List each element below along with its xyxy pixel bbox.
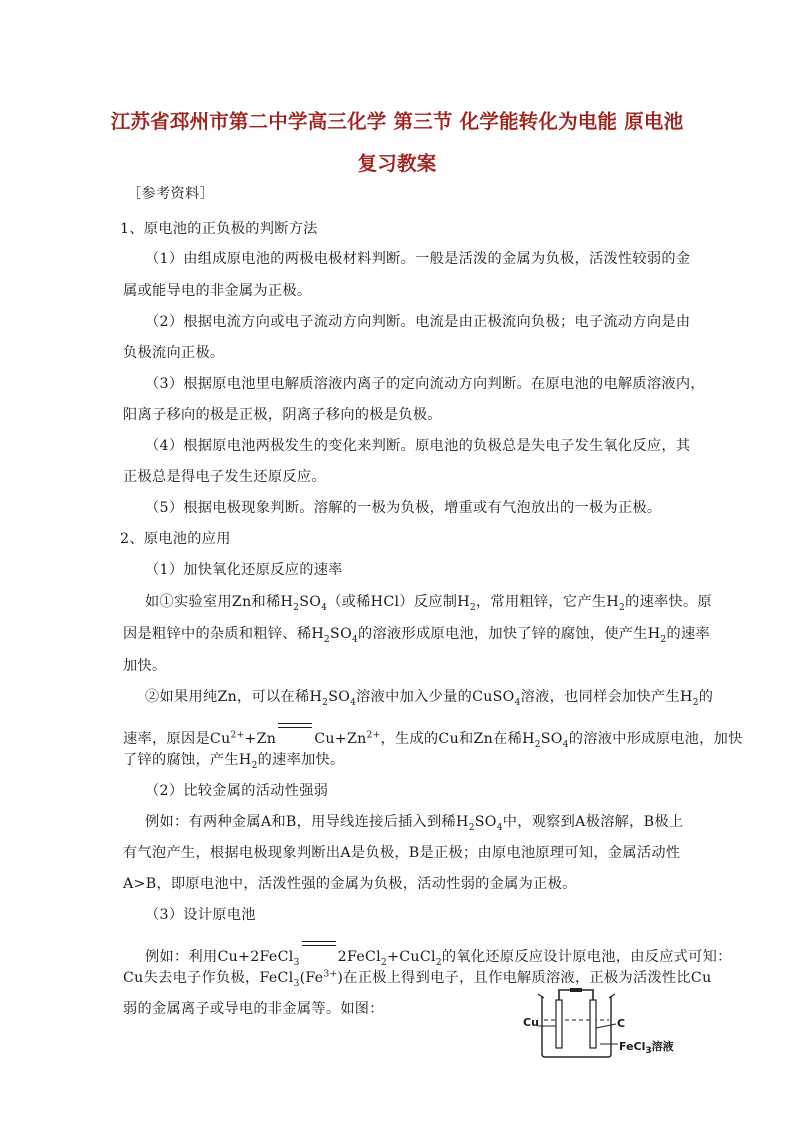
copper-electrode bbox=[556, 1000, 562, 1048]
text-run: SO bbox=[540, 731, 563, 747]
example4-line1 bbox=[145, 937, 732, 967]
subscript: 3 bbox=[293, 978, 300, 989]
text-run: 速率，原因是Cu bbox=[123, 731, 231, 747]
figure-label-cu: Cu bbox=[523, 1016, 539, 1029]
galvanic-cell-figure bbox=[520, 988, 674, 1060]
text-run: 例如：有两种金属A和B，用导线连接后插入到稀H bbox=[145, 814, 469, 830]
subscript: 3 bbox=[645, 1046, 652, 1057]
subscript: 4 bbox=[562, 739, 569, 750]
subscript: 4 bbox=[350, 697, 357, 708]
example1-line2 bbox=[123, 624, 710, 644]
application1-title: （1）加快氧化还原反应的速率 bbox=[145, 562, 343, 578]
subscript: 4 bbox=[352, 634, 359, 645]
section2-title: 2、原电池的应用 bbox=[120, 531, 231, 547]
text-run: 的氧化还原反应设计原电池，由反应式可知： bbox=[441, 949, 732, 965]
subscript: 2 bbox=[660, 634, 667, 645]
subscript: 2 bbox=[293, 602, 300, 613]
equals-sign bbox=[278, 719, 312, 733]
c-pointer bbox=[596, 1024, 616, 1028]
text-run: 溶液 bbox=[651, 1040, 674, 1053]
example1-line3: 加快。 bbox=[123, 658, 167, 674]
subscript: 2 bbox=[468, 822, 475, 833]
text-run: (Fe bbox=[299, 970, 324, 986]
subscript: 2 bbox=[381, 957, 388, 968]
subscript: 2 bbox=[251, 760, 258, 771]
text-run: 的速率 bbox=[666, 626, 710, 642]
text-run: +Zn bbox=[244, 731, 277, 747]
text-run: 例如：利用Cu+2FeCl bbox=[145, 949, 294, 965]
para1-line2: 属或能导电的非金属为正极。 bbox=[123, 283, 312, 299]
text-run: )在正极上得到电子，且作电解质溶液，正极为活泼性比Cu bbox=[337, 970, 712, 986]
example4-line3: 弱的金属离子或导电的非金属等。如图： bbox=[123, 1001, 384, 1017]
text-run: 中，观察到A极溶解，B极上 bbox=[502, 814, 684, 830]
example1-line1 bbox=[145, 592, 712, 612]
text-run: ②如果用纯Zn，可以在稀H bbox=[145, 689, 323, 705]
subscript: 2 bbox=[435, 957, 442, 968]
subscript: 3 bbox=[293, 957, 300, 968]
text-run: SO bbox=[328, 689, 351, 705]
figure-label-solution bbox=[619, 1038, 674, 1057]
text-run: 的溶液形成原电池，加快了锌的腐蚀，使产生H bbox=[358, 626, 661, 642]
subscript: 2 bbox=[692, 697, 699, 708]
reference-heading: ［参考资料］ bbox=[127, 186, 214, 202]
para3-line2: 阳离子移向的极是正极，阴离子移向的极是负极。 bbox=[123, 407, 442, 423]
text-run: SO bbox=[330, 626, 352, 642]
text-run: +CuCl bbox=[387, 949, 436, 965]
subscript: 2 bbox=[324, 634, 331, 645]
text-run: SO bbox=[474, 814, 497, 830]
text-run: FeCl bbox=[619, 1040, 646, 1053]
text-run: 的 bbox=[698, 689, 714, 705]
subscript: 4 bbox=[496, 822, 503, 833]
superscript: 3+ bbox=[323, 969, 338, 980]
text-run: 的溶液中形成原电池，加快 bbox=[568, 731, 743, 747]
wire-connector bbox=[570, 988, 582, 992]
text-run: Cu+Zn bbox=[314, 731, 367, 747]
example2-line1 bbox=[145, 687, 713, 707]
example3-line2: 有气泡产生，根据电极现象判断出A是负极，B是正极；由原电池原理可知，金属活动性 bbox=[123, 845, 681, 861]
text-run: （或稀HCl）反应制H bbox=[327, 594, 470, 610]
example2-line2 bbox=[123, 719, 743, 749]
para3-line1: （3）根据原电池里电解质溶液内离子的定向流动方向判断。在原电池的电解质溶液内， bbox=[145, 376, 705, 392]
text-run: 如①实验室用Zn和稀H bbox=[145, 594, 294, 610]
example2-line3 bbox=[123, 750, 345, 770]
example3-line1 bbox=[145, 812, 683, 832]
example4-line2 bbox=[123, 968, 712, 988]
text-run: 溶液，也同样会加快产生H bbox=[520, 689, 693, 705]
superscript: 2+ bbox=[366, 730, 381, 741]
para4-line2: 正极总是得电子发生还原反应。 bbox=[123, 469, 326, 485]
text-run: 的速率快。原 bbox=[625, 594, 713, 610]
subscript: 2 bbox=[534, 739, 541, 750]
beaker-lip bbox=[538, 994, 615, 998]
carbon-electrode bbox=[590, 1000, 596, 1048]
subscript: 2 bbox=[469, 602, 476, 613]
application2-title: （2）比较金属的活动性强弱 bbox=[145, 783, 329, 799]
text-run: Cu失去电子作负极，FeCl bbox=[123, 970, 294, 986]
para2-line2: 负极流向正极。 bbox=[123, 345, 225, 361]
text-run: ，常用粗锌，它产生H bbox=[475, 594, 620, 610]
subscript: 4 bbox=[514, 697, 521, 708]
text-run: ，生成的Cu和Zn在稀H bbox=[380, 731, 535, 747]
equals-sign bbox=[302, 937, 336, 951]
figure-label-c: C bbox=[617, 1017, 626, 1030]
document-title-line1: 江苏省邳州市第二中学高三化学 第三节 化学能转化为电能 原电池 bbox=[110, 110, 684, 133]
para4-line1: （4）根据原电池两极发生的变化来判断。原电池的负极总是失电子发生氧化反应，其 bbox=[145, 438, 691, 454]
application3-title: （3）设计原电池 bbox=[145, 907, 256, 923]
text-run: SO bbox=[299, 594, 322, 610]
section1-title: 1、原电池的正负极的判断方法 bbox=[120, 221, 318, 237]
text-run: 因是粗锌中的杂质和粗锌、稀H bbox=[123, 626, 325, 642]
text-run: 2FeCl bbox=[337, 949, 382, 965]
text-run: 了锌的腐蚀，产生H bbox=[123, 752, 252, 768]
para5-line1: （5）根据电极现象判断。溶解的一极为负极，增重或有气泡放出的一极为正极。 bbox=[145, 500, 662, 516]
subscript: 2 bbox=[322, 697, 329, 708]
example3-line3: A>B，即原电池中，活泼性强的金属为负极，活动性弱的金属为正极。 bbox=[123, 876, 577, 892]
text-run: 溶液中加入少量的CuSO bbox=[356, 689, 515, 705]
document-title-line2: 复习教案 bbox=[357, 152, 437, 175]
superscript: 2+ bbox=[230, 730, 245, 741]
text-run: 的速率加快。 bbox=[257, 752, 345, 768]
subscript: 2 bbox=[619, 602, 626, 613]
para2-line1: （2）根据电流方向或电子流动方向判断。电流是由正极流向负极；电子流动方向是由 bbox=[145, 314, 691, 330]
para1-line1: （1）由组成原电池的两极电极材料判断。一般是活泼的金属为负极，活泼性较弱的金 bbox=[145, 251, 691, 267]
subscript: 4 bbox=[321, 602, 328, 613]
